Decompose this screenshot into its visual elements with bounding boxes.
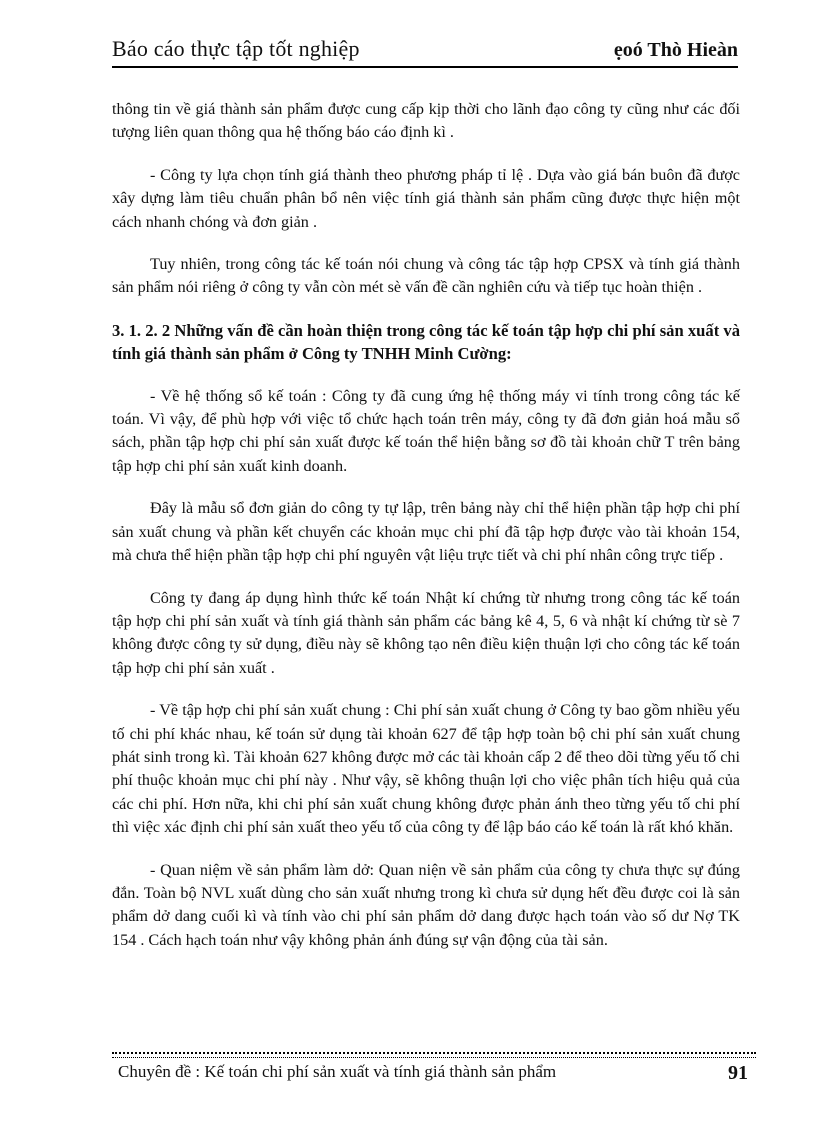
page-footer <box>112 1062 748 1088</box>
header-title: Báo cáo thực tập tốt nghiệp <box>112 36 360 61</box>
paragraph: Công ty đang áp dụng hình thức kế toán Nhật kí chứng từ nhưng trong công tác kế toán tập hợp chi phí sản xuất và tính giá thành sản phẩm các bảng kê 4, 5, 6 và nhật kí chứng từ sè 7 không được công ty sử dụng, điều này sẽ không tạo nên điều kiện thuận lợi cho công tác kế toán tập hợp chi phí sản xuất . <box>112 588 740 677</box>
paragraph: Tuy nhiên, trong công tác kế toán nói chung và công tác tập hợp CPSX và tính giá thành sản phẩm nói riêng ở công ty vẫn còn mét sè vấn đề cần nghiên cứu và tiếp tục hoàn thiện . <box>112 255 740 297</box>
section-heading: 3. 1. 2. 2 Những vấn đề cần hoàn thiện trong công tác kế toán tập hợp chi phí sản xuất và tính giá thành sản phẩm ở Công ty TNHH Minh Cường: <box>112 320 740 364</box>
document-body <box>112 98 740 971</box>
footer-text: Chuyên đề : Kế toán chi phí sản xuất và tính giá thành sản phẩm <box>118 1062 557 1081</box>
header-author: ẹoó Thò Hieàn <box>613 39 738 61</box>
page-number: 91 <box>728 1062 748 1084</box>
paragraph: - Về hệ thống sổ kế toán : Công ty đã cung ứng hệ thống máy vi tính trong công tác kế toán. Vì vậy, để phù hợp với việc tổ chức hạch toán trên máy, công ty đã đơn giản hoá mẫu sổ sách, phần tập hợp chi phí sản xuất được kế toán thể hiện bằng sơ đồ tài khoản chữ T trên bảng tập hợp chi phí sản xuất kinh doanh. <box>112 386 740 475</box>
paragraph: thông tin về giá thành sản phẩm được cung cấp kịp thời cho lãnh đạo công ty cũng như các đối tượng liên quan thông qua hệ thống báo cáo định kì . <box>112 100 740 142</box>
footer-divider <box>112 1052 756 1058</box>
paragraph: - Quan niệm về sản phẩm làm dở: Quan niện về sản phẩm của công ty chưa thực sự đúng đắn. Toàn bộ NVL xuất dùng cho sản xuất nhưng trong kì chưa sử dụng hết đều được coi là sản phẩm dở dang cuối kì và tính vào chi phí sản phẩm dở dang được hạch toán vào số dư Nợ TK 154 . Cách hạch toán như vậy không phản ánh đúng sự vận động của tài sản. <box>112 860 740 949</box>
paragraph: Đây là mẫu sổ đơn giản do công ty tự lập, trên bảng này chỉ thể hiện phần tập hợp chi phí sản xuất chung và phần kết chuyển các khoản mục chi phí đã tập hợp được vào tài khoản 154, mà chưa thể hiện phần tập hợp chi phí nguyên vật liệu trực tiết và chi phí nhân công trực tiếp . <box>112 499 740 565</box>
page-header <box>112 30 738 68</box>
paragraph: - Về tập hợp chi phí sản xuất chung : Chi phí sản xuất chung ở Công ty bao gồm nhiều yếu tố chi phí khác nhau, kế toán sử dụng tài khoản 627 để tập hợp toàn bộ chi phí sản xuất chung phát sinh trong kì. Tài khoản 627 không được mở các tài khoản cấp 2 để theo dõi từng yếu tố chi phí thuộc khoản mục chi phí này . Như vậy, sẽ không thuận lợi cho việc phân tích hiệu quả của các chi phí. Hơn nữa, khi chi phí sản xuất chung không được phản ánh theo từng yếu tố chi phí thì việc xác định chi phí sản xuất theo yếu tố của công ty để lập báo cáo kế toán là rất khó khăn. <box>112 701 740 837</box>
paragraph: - Công ty lựa chọn tính giá thành theo phương pháp tỉ lệ . Dựa vào giá bán buôn đã được xây dựng làm tiêu chuẩn phân bổ nên việc tính giá thành sản phẩm cũng được thực hiện một cách nhanh chóng và đơn giản . <box>112 165 740 231</box>
